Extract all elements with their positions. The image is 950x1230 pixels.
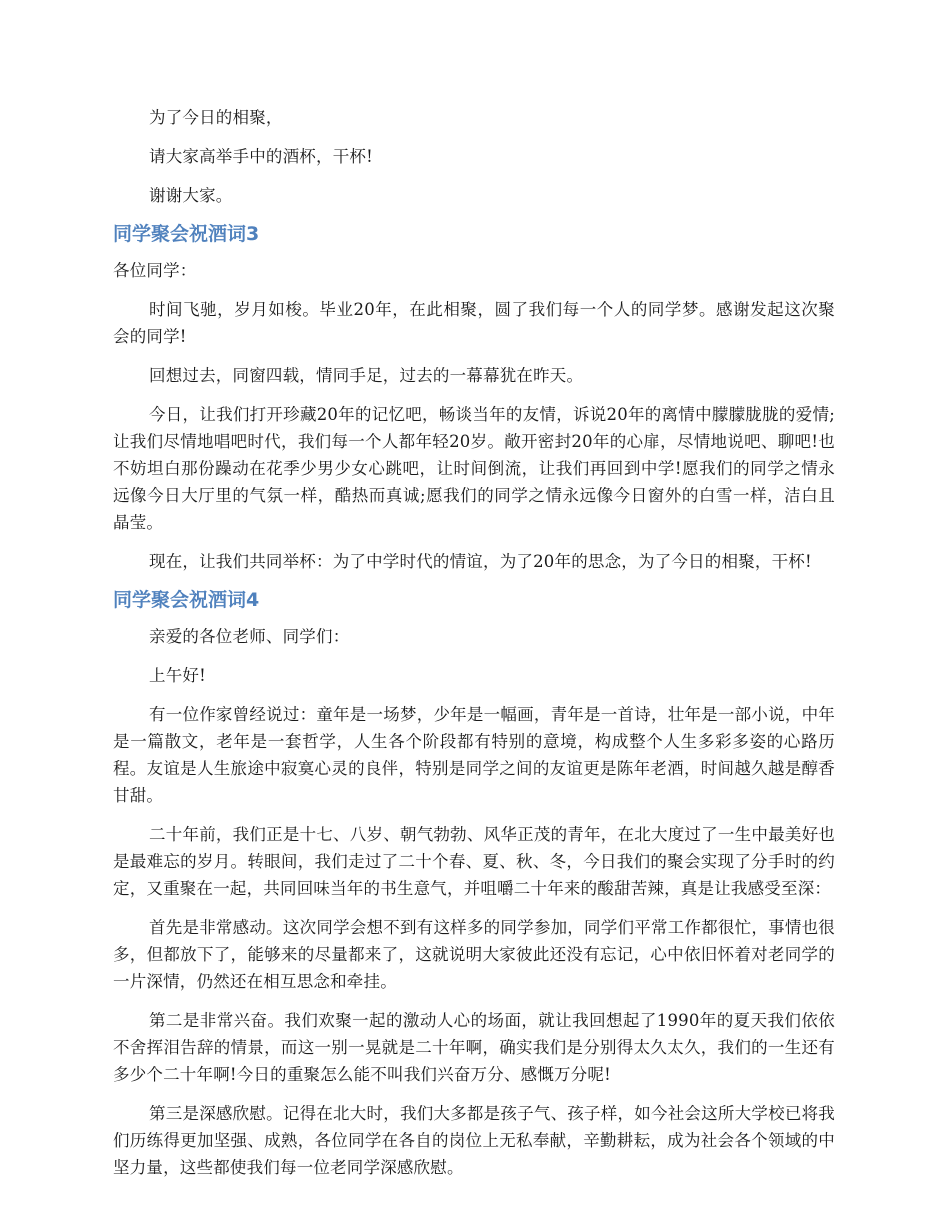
paragraph: 时间飞驰，岁月如梭。毕业20年，在此相聚，圆了我们每一个人的同学梦。感谢发起这次聚会的同学! — [113, 300, 835, 346]
paragraph: 请大家高举手中的酒杯，干杯! — [149, 147, 373, 166]
paragraph: 上午好! — [149, 666, 206, 685]
section-heading-3: 同学聚会祝酒词3 — [113, 223, 260, 245]
paragraph: 第三是深感欣慰。记得在北大时，我们大多都是孩子气、孩子样，如今社会这所大学校已将我们历练得更加坚强、成熟，各位同学在各自的岗位上无私奉献，辛勤耕耘，成为社会各个领域的中坚力量，这些都使我们每一位老同学深感欣慰。 — [113, 1104, 835, 1177]
document-page — [113, 104, 835, 1193]
paragraph: 谢谢大家。 — [149, 186, 233, 205]
salutation: 各位同学： — [113, 261, 197, 280]
salutation: 亲爱的各位老师、同学们： — [149, 627, 350, 646]
paragraph: 首先是非常感动。这次同学会想不到有这样多的同学参加，同学们平常工作都很忙，事情也很多，但都放下了，能够来的尽量都来了，这就说明大家彼此还没有忘记，心中依旧怀着对老同学的一片深情，仍然还在相互思念和牵挂。 — [113, 918, 835, 991]
paragraph: 二十年前，我们正是十七、八岁、朝气勃勃、风华正茂的青年，在北大度过了一生中最美好也是最难忘的岁月。转眼间，我们走过了二十个春、夏、秋、冬，今日我们的聚会实现了分手时的约定，又重聚在一起，共同回味当年的书生意气，并咀嚼二十年来的酸甜苦辣，真是让我感受至深： — [113, 825, 835, 898]
section-heading-4: 同学聚会祝酒词4 — [113, 589, 260, 611]
paragraph: 为了今日的相聚， — [149, 108, 283, 127]
paragraph: 回想过去，同窗四载，情同手足，过去的一幕幕犹在昨天。 — [149, 366, 584, 385]
paragraph: 第二是非常兴奋。我们欢聚一起的激动人心的场面，就让我回想起了1990年的夏天我们依依不舍挥泪告辞的情景，而这一别一晃就是二十年啊，确实我们是分别得太久太久，我们的一生还有多少个二十年啊!今日的重聚怎么能不叫我们兴奋万分、感慨万分呢! — [113, 1011, 835, 1084]
paragraph: 有一位作家曾经说过：童年是一场梦，少年是一幅画，青年是一首诗，壮年是一部小说，中年是一篇散文，老年是一套哲学，人生各个阶段都有特别的意境，构成整个人生多彩多姿的心路历程。友谊是人生旅途中寂寞心灵的良伴，特别是同学之间的友谊更是陈年老酒，时间越久越是醇香甘甜。 — [113, 705, 835, 805]
paragraph: 现在，让我们共同举杯：为了中学时代的情谊，为了20年的思念，为了今日的相聚，干杯! — [149, 552, 812, 571]
paragraph: 今日，让我们打开珍藏20年的记忆吧，畅谈当年的友情，诉说20年的离情中朦朦胧胧的爱情;让我们尽情地唱吧时代，我们每一个人都年轻20岁。敞开密封20年的心扉，尽情地说吧、聊吧!也不妨坦白那份躁动在花季少男少女心跳吧，让时间倒流，让我们再回到中学!愿我们的同学之情永远像今日大厅里的气氛一样，酷热而真诚;愿我们的同学之情永远像今日窗外的白雪一样，洁白且晶莹。 — [113, 405, 835, 532]
